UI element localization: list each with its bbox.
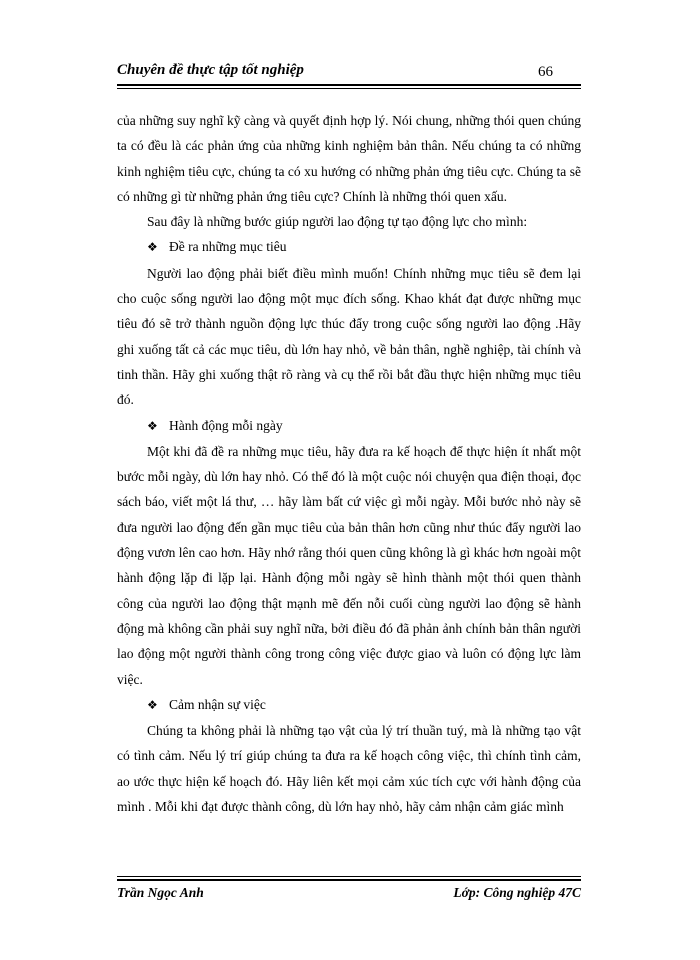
paragraph-2: Sau đây là những bước giúp người lao động tự tạo động lực cho mình:: [147, 214, 528, 230]
footer-class: Lớp: Công nghiệp 47C: [453, 885, 581, 900]
paragraph-1: của những suy nghĩ kỹ càng và quyết định hợp lý. Nói chung, những thói quen chúng ta có đều là các phản ứng của những kinh nghiệm bản thân. Nếu chúng ta có những kinh nghiệm tiêu cực, chúng ta có xu hướng có những phản ứng tiêu cực. Chúng ta sẽ có những gì từ những phản ứng tiêu cực? Chính là những thói quen xấu.: [117, 113, 581, 204]
bullet-item-3-label: Cảm nhận sự việc: [169, 696, 266, 712]
bullet-item-2: [117, 413, 581, 439]
document-title: Chuyên đề thực tập tốt nghiệp: [117, 62, 304, 78]
paragraph-4: Một khi đã đề ra những mục tiêu, hãy đưa ra kế hoạch để thực hiện ít nhất một bước mỗi ngày, dù lớn hay nhỏ. Có thể đó là một cuộc nói chuyện qua điện thoại, đọc sách báo, viết một lá thư, … hãy làm bất cứ việc gì mỗi ngày. Mỗi bước nhỏ này sẽ đưa người lao động đến gần mục tiêu của bản thân hơn cũng như thúc đẩy người lao động vươn lên cao hơn. Hãy nhớ rằng thói quen cũng không là gì khác hơn ngoài một hành động lặp đi lặp lại. Hành động mỗi ngày sẽ hình thành một thói quen thành công của người lao động thật mạnh mẽ đến nỗi cuối cùng người lao động sẽ hành động mà không cần phải suy nghĩ nữa, bởi điều đó đã phản ảnh chính bản thân người lao động một người thành công trong công việc được giao và luôn có động lực làm việc.: [117, 443, 581, 687]
body-text: [117, 108, 581, 819]
diamond-bullet-icon: ❖: [147, 418, 158, 433]
page-footer: [117, 876, 581, 906]
header-rule-thick: [117, 84, 581, 86]
diamond-bullet-icon: ❖: [147, 240, 158, 255]
page-number: 66: [538, 64, 553, 80]
paragraph-5: Chúng ta không phải là những tạo vật của lý trí thuần tuý, mà là những tạo vật có tình cảm. Nếu lý trí giúp chúng ta đưa ra kế hoạch công việc, thì chính tình cảm, ao ước thực hiện kế hoạch đó. Hãy liên kết mọi cảm xúc tích cực với hành động của mình . Mỗi khi đạt được thành công, dù lớn hay nhỏ, hãy cảm nhận cảm giác mình: [117, 723, 581, 815]
footer-rule-thin: [117, 876, 581, 877]
footer-rule-thick: [117, 879, 581, 881]
diamond-bullet-icon: ❖: [147, 697, 158, 712]
bullet-item-1: [117, 234, 581, 260]
header-rule-thin: [117, 88, 581, 89]
page-header: [117, 60, 581, 90]
bullet-item-3: [117, 692, 581, 718]
paragraph-3: Người lao động phải biết điều mình muốn! Chính những mục tiêu sẽ đem lại cho cuộc sống người lao động một mục đích sống. Khao khát đạt được những mục tiêu đó sẽ trở thành nguồn động lực thúc đẩy trong cuộc sống người lao động .Hãy ghi xuống tất cả các mục tiêu, dù lớn hay nhỏ, về bản thân, nghề nghiệp, tài chính và tinh thần. Hãy ghi xuống thật rõ ràng và cụ thể rồi bắt đầu thực hiện những mục tiêu đó.: [117, 265, 581, 408]
footer-author: Trần Ngọc Anh: [117, 885, 204, 900]
bullet-item-2-label: Hành động mỗi ngày: [169, 417, 283, 433]
bullet-item-1-label: Đề ra những mục tiêu: [169, 239, 287, 255]
